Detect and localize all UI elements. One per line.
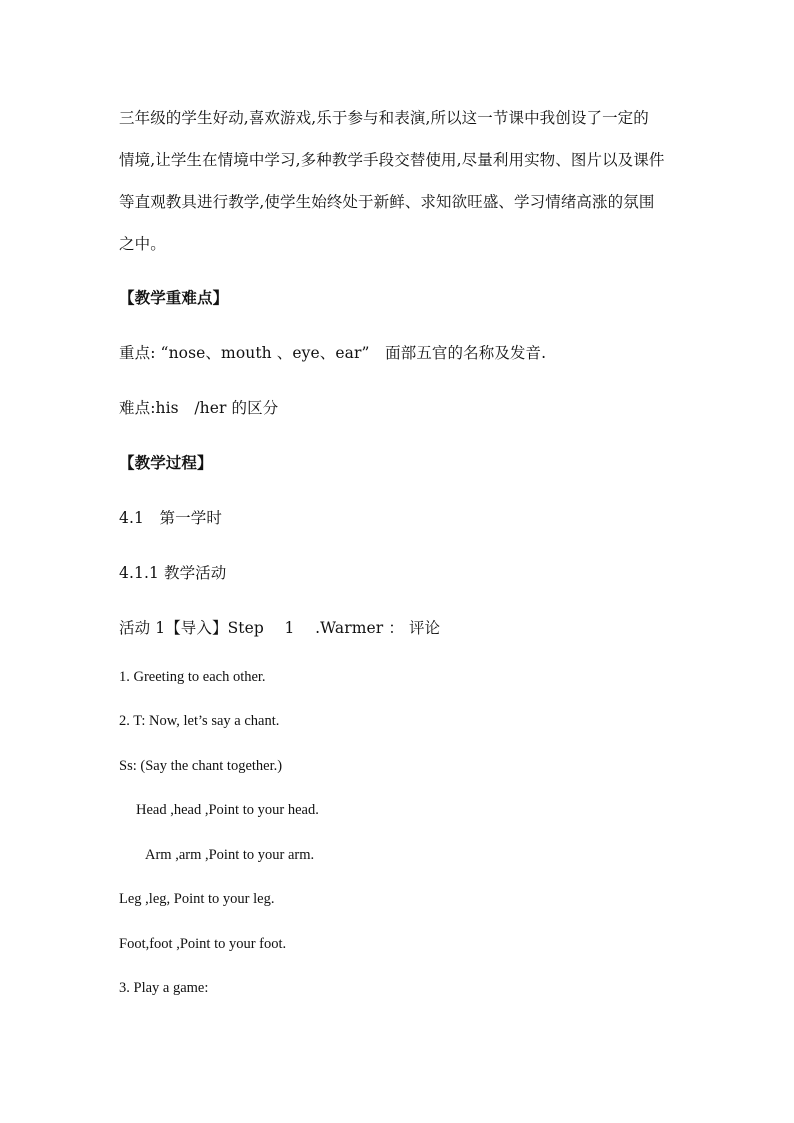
chant-line: Head ,head ,Point to your head. [136,802,319,818]
chant-line: Foot,foot ,Point to your foot. [119,936,287,952]
key-point-line: 重点: “nose、mouth 、eye、ear” 面部五官的名称及发音. [119,344,547,362]
difficult-point-line: 难点:his /her 的区分 [119,399,279,417]
chant-line: Arm ,arm ,Point to your arm. [145,847,315,863]
activity-1-line: 活动 1【导入】Step 1 .Warmer ： 评论 [119,619,441,637]
intro-line-3: 等直观教具进行教学,使学生始终处于新鲜、求知欲旺盛、学习情绪高涨的氛围 [119,193,655,211]
step-line: 3. Play a game: [119,980,209,996]
heading-process: 【教学过程】 [119,453,213,472]
intro-line-4: 之中。 [119,235,166,253]
heading-key-points: 【教学重难点】 [119,288,229,307]
chant-line: Leg ,leg, Point to your leg. [119,891,275,907]
step-line: 1. Greeting to each other. [119,669,266,685]
intro-line-2: 情境,让学生在情境中学习,多种教学手段交替使用,尽量利用实物、图片以及课件 [119,151,665,169]
step-line: Ss: (Say the chant together.) [119,758,283,774]
section-4-1: 4.1 第一学时 [119,509,222,527]
section-4-1-1: 4.1.1 教学活动 [119,564,227,582]
intro-line-1: 三年级的学生好动,喜欢游戏,乐于参与和表演,所以这一节课中我创设了一定的 [119,109,649,127]
step-line: 2. T: Now, let’s say a chant. [119,713,280,729]
